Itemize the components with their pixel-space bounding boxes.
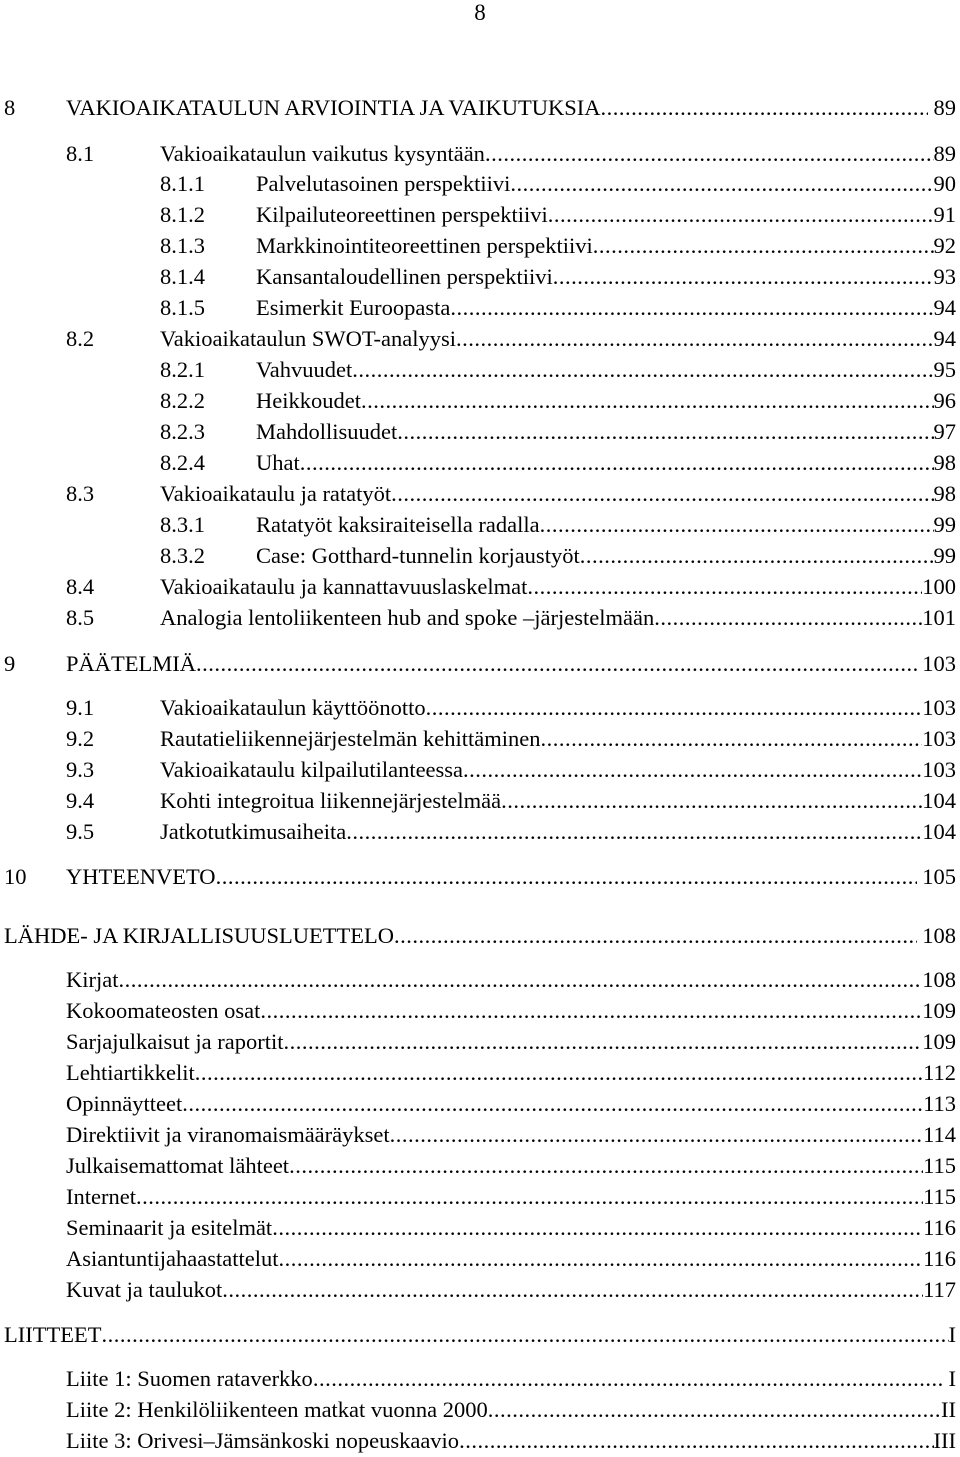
dot-leader <box>501 786 922 816</box>
toc-entry-number: 8.3 <box>66 481 95 506</box>
dot-leader <box>313 1364 943 1394</box>
toc-entry-number: 8.3.1 <box>160 512 205 537</box>
toc-entry-title: Kilpailuteoreettinen perspektiivi <box>256 202 548 227</box>
dot-leader <box>182 1089 923 1119</box>
dot-leader <box>397 417 933 447</box>
toc-entry-page: III <box>933 1428 956 1453</box>
toc-entry[interactable] <box>0 1275 960 1305</box>
toc-entry-page: 98 <box>933 481 956 506</box>
toc-entry-page: 113 <box>923 1091 956 1116</box>
toc-entry-title: Mahdollisuudet <box>256 419 398 444</box>
dot-leader <box>456 324 934 354</box>
toc-entry-page: 108 <box>916 923 956 948</box>
toc-entry[interactable] <box>0 1395 960 1425</box>
page-number: 8 <box>474 0 486 25</box>
toc-entry-title: Vakioaikataulu kilpailutilanteessa <box>160 757 464 782</box>
toc-entry-page: I <box>942 1366 956 1391</box>
toc-entry-page: 92 <box>933 233 956 258</box>
toc-entry-title: Heikkoudet <box>256 388 361 413</box>
toc-entry[interactable] <box>0 324 960 354</box>
dot-leader <box>593 231 934 261</box>
toc-entry-page: 115 <box>923 1153 956 1178</box>
dot-leader <box>553 262 934 292</box>
toc-entry-page: 98 <box>933 450 956 475</box>
toc-entry-title: Asiantuntijahaastattelut <box>66 1246 279 1271</box>
toc-entry[interactable] <box>0 921 960 951</box>
toc-entry[interactable] <box>0 572 960 602</box>
toc-entry[interactable] <box>0 1151 960 1181</box>
toc-entry-title: Liite 3: Orivesi–Jämsänkoski nopeuskaavio <box>66 1428 460 1453</box>
toc-entry-title: Kuvat ja taulukot <box>66 1277 223 1302</box>
toc-entry-title: YHTEENVETO <box>66 864 216 889</box>
toc-entry-title: Liite 2: Henkilöliikenteen matkat vuonna 2000 <box>66 1397 488 1422</box>
dot-leader <box>391 479 933 509</box>
toc-entry-number: 8.4 <box>66 574 95 599</box>
toc-entry-title: PÄÄTELMIÄ <box>66 651 196 676</box>
toc-entry-number: 8.5 <box>66 605 95 630</box>
toc-entry-title: Analogia lentoliikenteen hub and spoke –järjestelmään <box>160 605 655 630</box>
toc-entry-title: Sarjajulkaisut ja raportit <box>66 1029 284 1054</box>
toc-entry[interactable] <box>0 93 960 123</box>
dot-leader <box>580 541 934 571</box>
toc-entry[interactable] <box>0 1058 960 1088</box>
dot-leader <box>196 649 917 679</box>
toc-entry[interactable] <box>0 355 960 385</box>
toc-entry[interactable] <box>0 755 960 785</box>
toc-entry-title: Kirjat <box>66 967 119 992</box>
toc-entry-title: Markkinointiteoreettinen perspektiivi <box>256 233 593 258</box>
toc-entry-title: Julkaisemattomat lähteet <box>66 1153 290 1178</box>
toc-entry-page: 116 <box>923 1246 956 1271</box>
toc-entry-page: 89 <box>927 95 956 120</box>
toc-entry[interactable] <box>0 1426 960 1456</box>
dot-leader <box>352 355 933 385</box>
toc-entry-number: 9 <box>4 651 16 676</box>
toc-entry-title: Palvelutasoinen perspektiivi <box>256 171 511 196</box>
toc-entry-number: 8 <box>4 95 16 120</box>
toc-entry-title: Liite 1: Suomen rataverkko <box>66 1366 313 1391</box>
toc-entry[interactable] <box>0 200 960 230</box>
dot-leader <box>541 724 923 754</box>
toc-entry-title: Case: Gotthard-tunnelin korjaustyöt <box>256 543 580 568</box>
toc-entry-page: 94 <box>933 295 956 320</box>
toc-entry-title: Ratatyöt kaksiraiteisella radalla <box>256 512 540 537</box>
dot-leader <box>300 448 934 478</box>
toc-entry[interactable] <box>0 862 960 892</box>
toc-entry-number: 9.1 <box>66 695 95 720</box>
toc-entry-page: 109 <box>922 1029 956 1054</box>
dot-leader <box>390 1120 923 1150</box>
toc-entry-title: Seminaarit ja esitelmät <box>66 1215 273 1240</box>
dot-leader <box>272 1213 923 1243</box>
toc-entry-number: 8.1.2 <box>160 202 205 227</box>
toc-entry-page: 101 <box>922 605 956 630</box>
toc-entry-page: 116 <box>923 1215 956 1240</box>
dot-leader <box>118 965 922 995</box>
toc-entry-title: Kokoomateosten osat <box>66 998 261 1023</box>
dot-leader <box>426 693 923 723</box>
toc-entry-number: 8.2.2 <box>160 388 205 413</box>
toc-entry-title: Lehtiartikkelit <box>66 1060 195 1085</box>
toc-entry[interactable] <box>0 996 960 1026</box>
toc-entry-page: 103 <box>916 651 956 676</box>
dot-leader <box>527 572 922 602</box>
toc-entry[interactable] <box>0 1182 960 1212</box>
toc-entry-title: Internet <box>66 1184 136 1209</box>
toc-entry-page: 93 <box>933 264 956 289</box>
toc-entry-title: Direktiivit ja viranomaismääräykset <box>66 1122 390 1147</box>
toc-entry-title: Opinnäytteet <box>66 1091 183 1116</box>
dot-leader <box>540 510 934 540</box>
toc-entry-page: 91 <box>933 202 956 227</box>
toc-entry-title: VAKIOAIKATAULUN ARVIOINTIA JA VAIKUTUKSIA <box>66 95 601 120</box>
toc-entry-page: 99 <box>933 512 956 537</box>
dot-leader <box>601 93 928 123</box>
toc-entry-page: 108 <box>922 967 956 992</box>
toc-entry-number: 8.3.2 <box>160 543 205 568</box>
toc-entry[interactable] <box>0 817 960 847</box>
toc-entry[interactable] <box>0 1244 960 1274</box>
toc-entry-title: Vakioaikataulun käyttöönotto <box>160 695 426 720</box>
toc-entry-page: 103 <box>922 757 956 782</box>
dot-leader <box>488 1395 941 1425</box>
toc-entry-page: 96 <box>933 388 956 413</box>
toc-entry-page: II <box>941 1397 956 1422</box>
toc-entry[interactable] <box>0 1320 960 1350</box>
toc-entry-page: 115 <box>923 1184 956 1209</box>
toc-entry-page: 104 <box>922 788 956 813</box>
toc-entry-number: 8.1.5 <box>160 295 205 320</box>
toc-entry-page: 97 <box>933 419 956 444</box>
toc-entry-page: 95 <box>933 357 956 382</box>
toc-entry[interactable] <box>0 965 960 995</box>
toc-entry-number: 8.1 <box>66 141 95 166</box>
dot-leader <box>654 603 922 633</box>
dot-leader <box>101 1320 948 1350</box>
toc-entry-title: Uhat <box>256 450 300 475</box>
toc-entry-number: 9.2 <box>66 726 95 751</box>
toc-entry-number: 9.4 <box>66 788 95 813</box>
toc-entry[interactable] <box>0 231 960 261</box>
toc-entry[interactable] <box>0 1027 960 1057</box>
toc-entry-number: 8.1.3 <box>160 233 205 258</box>
toc-entry-number: 8.1.4 <box>160 264 205 289</box>
toc-entry-title: LIITTEET <box>4 1322 102 1347</box>
dot-leader <box>463 755 922 785</box>
toc-entry[interactable] <box>0 1089 960 1119</box>
toc-entry[interactable] <box>0 479 960 509</box>
toc-entry[interactable] <box>0 649 960 679</box>
toc-entry-number: 9.5 <box>66 819 95 844</box>
toc-entry-page: 103 <box>922 695 956 720</box>
toc-entry-page: 99 <box>933 543 956 568</box>
toc-entry-page: 112 <box>923 1060 956 1085</box>
toc-entry-page: 100 <box>922 574 956 599</box>
toc-entry[interactable] <box>0 724 960 754</box>
toc-entry-number: 9.3 <box>66 757 95 782</box>
dot-leader <box>216 862 917 892</box>
dot-leader <box>485 139 934 169</box>
toc-entry[interactable] <box>0 417 960 447</box>
toc-entry-number: 8.2.4 <box>160 450 205 475</box>
dot-leader <box>346 817 922 847</box>
toc-entry[interactable] <box>0 262 960 292</box>
toc-entry[interactable] <box>0 386 960 416</box>
toc-entry-page: 114 <box>923 1122 956 1147</box>
toc-entry-title: Vakioaikataulun vaikutus kysyntään <box>160 141 485 166</box>
dot-leader <box>283 1027 922 1057</box>
toc-entry-title: Rautatieliikennejärjestelmän kehittäminen <box>160 726 541 751</box>
dot-leader <box>260 996 922 1026</box>
toc-entry[interactable] <box>0 510 960 540</box>
toc-entry[interactable] <box>0 1120 960 1150</box>
toc-entry-number: 8.2 <box>66 326 95 351</box>
toc-entry-title: Vakioaikataulu ja ratatyöt <box>160 481 392 506</box>
toc-entry-title: Kansantaloudellinen perspektiivi <box>256 264 553 289</box>
toc-entry-page: 105 <box>916 864 956 889</box>
toc-entry-title: Esimerkit Euroopasta <box>256 295 451 320</box>
dot-leader <box>289 1151 923 1181</box>
dot-leader <box>548 200 934 230</box>
toc-entry[interactable] <box>0 293 960 323</box>
toc-entry[interactable] <box>0 169 960 199</box>
dot-leader <box>459 1426 933 1456</box>
toc-entry[interactable] <box>0 139 960 169</box>
dot-leader <box>450 293 933 323</box>
dot-leader <box>361 386 934 416</box>
toc-entry-title: Vakioaikataulun SWOT-analyysi <box>160 326 456 351</box>
toc-entry-number: 10 <box>4 864 27 889</box>
toc-entry[interactable] <box>0 603 960 633</box>
toc-entry-number: 8.1.1 <box>160 171 205 196</box>
toc-entry-title: Jatkotutkimusaiheita <box>160 819 347 844</box>
dot-leader <box>222 1275 923 1305</box>
toc-entry-title: Kohti integroitua liikennejärjestelmää <box>160 788 502 813</box>
dot-leader <box>510 169 933 199</box>
toc-entry-page: 109 <box>922 998 956 1023</box>
toc-entry-page: 117 <box>923 1277 956 1302</box>
dot-leader <box>195 1058 923 1088</box>
toc-entry-page: 94 <box>933 326 956 351</box>
dot-leader <box>394 921 917 951</box>
toc-entry-page: I <box>948 1322 956 1347</box>
dot-leader <box>278 1244 923 1274</box>
toc-entry-title: LÄHDE- JA KIRJALLISUUSLUETTELO <box>4 923 394 948</box>
toc-entry[interactable] <box>0 1213 960 1243</box>
toc-entry[interactable] <box>0 693 960 723</box>
toc-entry-page: 104 <box>922 819 956 844</box>
toc-entry[interactable] <box>0 786 960 816</box>
toc-entry-page: 90 <box>933 171 956 196</box>
toc-entry-page: 103 <box>922 726 956 751</box>
toc-entry-title: Vahvuudet <box>256 357 353 382</box>
toc-entry[interactable] <box>0 1364 960 1394</box>
dot-leader <box>136 1182 923 1212</box>
toc-entry-title: Vakioaikataulu ja kannattavuuslaskelmat <box>160 574 528 599</box>
toc-entry-number: 8.2.3 <box>160 419 205 444</box>
toc-entry[interactable] <box>0 448 960 478</box>
toc-entry-page: 89 <box>933 141 956 166</box>
toc-entry[interactable] <box>0 541 960 571</box>
toc-entry-number: 8.2.1 <box>160 357 205 382</box>
